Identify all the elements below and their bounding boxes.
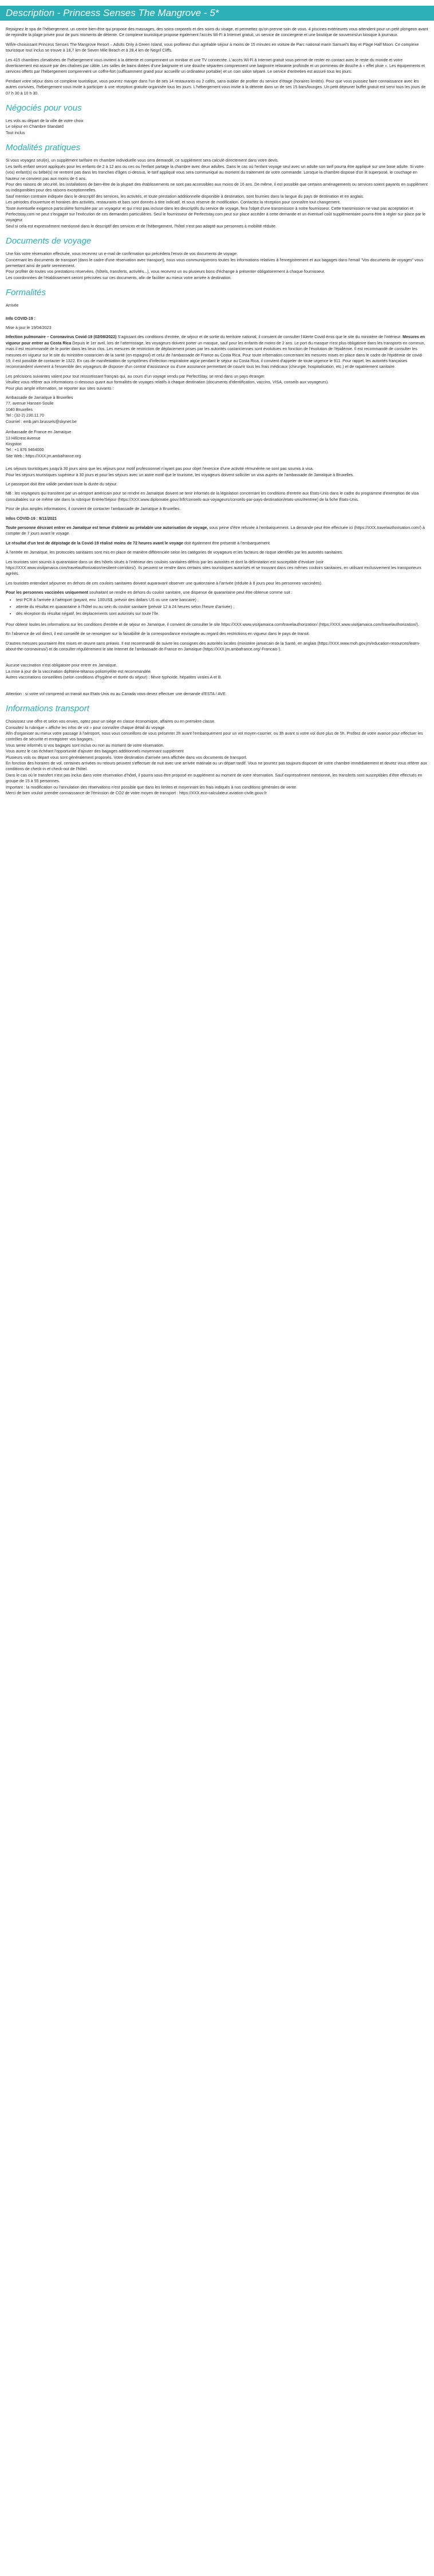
transport-list [6, 719, 428, 796]
precision-line: Veuillez vous référer aux informations ci-dessous quant aux formalités de voyages relatifs à chaque destination (documents d'identification, vaccins, VISA, conseils aux voyageurs). [6, 380, 329, 385]
test-result-paragraph [6, 540, 428, 546]
negocie-line: Le séjour en Chambre Standard [6, 124, 64, 130]
documents-line: Les coordonnées de l'établissement seront précisées sur ces documents, afin de faciliter au mieux votre arrivée à destination. [6, 275, 232, 280]
transport-line: Afin d'organiser au mieux votre passage à l'aéroport, nous vous conseillons de vous présenter 2h avant l'embarquement pour un vol moyen-courrier, ou 3h avant si votre vol dure plus de 5h. Profitez de votre avance pour effectuer les contrôles de sécurité et enregistrer vos bagages. [6, 731, 423, 742]
modalites-list [6, 158, 428, 229]
vaccinated-bold: Pour les personnes vaccinées uniquement [6, 590, 88, 595]
infection-paragraph [6, 334, 428, 370]
embassy-line: Ambassade de Jamaïque à Bruxelles [6, 395, 73, 401]
precisions-block [6, 374, 428, 391]
precision-line: Pour plus ample information, se reporter aux sites suivants : [6, 386, 114, 391]
infection-title: Infection pulmonaire – Coronavirus Covid-19 (02/08/2022) [6, 335, 117, 340]
transport-line: Vous aurez le cas échéant l'opportunité d'ajouter des bagages additionnels moyennant supplément [6, 749, 184, 754]
section-heading-documents: Documents de voyage [6, 236, 92, 246]
description-paragraph: Rejoignez le spa de l'hébergement, un centre bien-être qui propose des massages, des soins corporels et des soins du visage, et permettez qu'on prenne soin de vous. 4 piscines extérieures vous attendent pour un petit plongeon avant de rejoindre la plage privée pour de purs moments de détente. Ce complexe touristique propose également l'accès Wi-Fi à Internet gratuit, un service de conciergerie et une boutique de souvenirs/un kiosque à journaux. [6, 27, 428, 38]
vaccinated-paragraph [6, 590, 428, 595]
documents-line: Concernant les documents de transport (dans le cadre d'une réservation avec transport), nous vous communiquerons toutes les informations relatives à l'enregistrement et aux bagages dans l'email "Vos documents de voyages" vous permettant ainsi de partir sereinement. [6, 257, 424, 268]
transport-line: En fonction des horaires de vol, certaines arrivées ou retours peuvent s'effectuer de nuit avec une arrivée matinale ou un départ tardif. Vous ne pourrez pas toujours disposer de votre chambre immédiatement et devrez vous référer aux conditions de check-in et check-out de l'hôtel. [6, 760, 427, 772]
modalites-line: Si vous voyagez seul(e), un supplément tarifaire en chambre individuelle vous sera demandé, ce supplément sera calculé directement dans votre devis. [6, 158, 279, 163]
description-paragraph: Les 415 chambres climatisées de l'hébergement vous invitent à la détente et comprennent un minibar et une TV connectée. L'accès Wi-Fi à Internet gratuit vous permet de rester en contact avec le reste du monde et votre divertissement est assuré par des chaînes par câble. Les salles de bains dotées d'une baignoire et une douche séparées comprennent une baignoire relaxante profonde et un pommeau de douche à « effet pluie ». Les équipements et services offerts par l'hébergement comprennent un coffre-fort (suffisamment grand pour accueillir un ordinateur portable) et un coin salon séparé. Le service d'entretien est assuré tous les jours. [6, 57, 425, 75]
transport-line: Vous serez informés si vos bagages sont inclus ou non au moment de votre réservation. [6, 743, 164, 748]
test-result-bold: Le résultat d'un test de dépistage de la Covid-19 réalisé moins de 72 heures avant le voyage [6, 540, 183, 546]
formalites-body [6, 303, 428, 697]
embassy-belgium [6, 395, 428, 425]
page-title: Description - Princess Senses The Mangrove - 5* [0, 6, 434, 21]
list-item: • dès réception du résultat négatif, les déplacements sont autorisés sur toute l'île. [16, 611, 428, 617]
transport-line: Choisissez une offre et selon vos envies, optez pour un siège en classe économique, affaires ou en première classe. [6, 719, 216, 724]
infection-subtitle: Mesures en vigueur pour entrer au Costa Rica [6, 335, 425, 346]
arrivee-label: Arrivée [6, 303, 19, 308]
embassy-line: Tel : +1 876 9464000 [6, 448, 44, 453]
update-date: Mise à jour le 19/04/2023 [6, 326, 52, 330]
transport-line: Consultez la rubrique « affiche les infos de vol » pour connaître chaque détail du voyage. [6, 725, 166, 730]
description-paragraph: Wifi/e-choisissant Princess Senses The Mangrove Resort – Adults Only à Green Island, vous profiterez d'un agréable séjour à moins de 15 minutes en voiture de Parc national marin Samuel's Bay et Plage Half Moon. Ce complexe touristique tout inclus se trouve à 18,7 km de Seven Mile Beach et à 28,4 km de Negril Cliffs. [6, 42, 419, 53]
transport-line: Dans le cas où le transfert n'est pas inclus dans votre réservation d'hôtel, il pourra vous être proposé en supplément au moment de votre réservation. Sauf expressément mentionné, les transferts sont susceptibles d'être effectués en groupe de 15 à 55 personnes. [6, 773, 423, 784]
covid-info-label: Info COVID-19 : [6, 316, 36, 321]
embassy-line: 1040 Bruxelles [6, 407, 33, 412]
tourists-paragraph: Les touristes sont soumis à quarantaine dans un des hôtels situés à l'intérieur des couloirs sanitaires définis par les autorités et dont la délimitation est susceptible d'évoluer (voir https://XXX.www.visitjamaica.com/travelauthorization/resilient-corridors/). Ils peuvent se rendre dans certains sites touristiques autorisés et se trouvant dans ces mêmes couloirs sanitaires, en utilisant exclusivement les transporteurs agréés. [6, 559, 421, 577]
embassy-line: Kingston [6, 441, 22, 446]
modalites-line: Les tarifs enfant seront appliqués pour les enfants de 2 à 12 ans ou ces ou l'enfant partage la chambre avec deux adultes. Dans le cas où l'enfant voyage seul avec un adulte son tarif pourra être appliqué sur une base adulte. Si votre (vos) enfant(s) ou bébé(s) ne rentrent pas dans les tranches d'âges ci-dessus, le tarif appliqué vous sera communiqué au moment du traitement de votre commande. Lorsque la chambre dispose d'un lit superposé, le couchage en hauteur ne convient pas aux moins de 6 ans. [6, 164, 424, 181]
embassy-website[interactable]: Site Web : https://XXX.jm.ambafrance.org [6, 453, 81, 458]
modalites-line: Sauf mention contraire indiquée dans le descriptif des services, les activités, et toute prestation additionnelle disponible à destination, sont fournies dans la langue du pays de destination et en anglais. [6, 194, 364, 199]
content [0, 26, 434, 796]
modalites-line: Toute éventuelle exigence particulière formulée par un voyageur et qui n'est pas incluse dans les descriptifs du service de voyage, fera l'objet d'une transmission à notre fournisseur. Cette transmission ne vaut pas acceptation et Perfectstay.com ne peut s'engager sur l'exécution de ces demandes particulières. Seul le fournisseur de Perfectstay.com peut sur place accéder à cette demande et un éventuel coût supplémentaire pourra être à régler sur place par le voyageur. [6, 206, 426, 223]
documents-list [6, 251, 428, 281]
transit-note: NB : les voyageurs qui transitent par un aéroport américain pour se rendre en Jamaïque doivent se tenir informés de la législation concernant les conditions d'entrée aux Etats-Unis dans le cadre du programme d'exemption de visa consultables sur ce même site dans la rubrique Entrée/Séjour (https://XXX.www.diplomatie.gouv.fr/fr/conseils-aux-voyageurs/conseils-par-pays-destination/etats-unis/#entree) de la fiche États-Unis. [6, 491, 419, 502]
infection-text-2: Depuis le 1er avril, lors de l'atterrissage, les voyageurs doivent porter un masque, sauf pour les enfants de moins de 2 ans. Le port du masque n'est plus obligatoire dans les transports en commun, mais il est recommandé de le porter dans les lieux clos. Les mesures de restriction de déplacement prises par les autorités costariciennes sont évolutives en fonction de l'évolution de l'épidémie. Il est recommandé de consulter les mesures en vigueur sur le site du ministère costaricien de la santé (en espagnol) et celui de l'ambassade de France au Costa Rica. Pour toute information concernant les mesures mises en place dans le cadre de l'épidémie de covid-19, il est possible de contacter le 1322. En cas de manifestation de symptômes d'infection respiratoire aigüe pendant le séjour au Costa Rica, il convient d'appeler de toute urgence le 911. Pour rappel, les autorités françaises recommandent vivement à l'ensemble des voyageurs de disposer d'un contrat d'assistance ou d'une assurance permettant de couvrir tous les frais médicaux (chirurgie, hospitalisation, etc.) et de rapatriement sanitaire. [6, 340, 425, 370]
embassy-jamaica [6, 429, 428, 459]
documents-line: Pour profiter de toutes vos prestations réservées, (hôtels, transferts, activités...), vous recevrez un ou plusieurs bons d'échange à présenter obligatoirement à chaque fournisseur. [6, 269, 325, 275]
vaccine-line: Aucune vaccination n'est obligatoire pour entrer en Jamaïque. [6, 663, 117, 668]
embassy-line: Tel : (32-2) 230.11.70 [6, 413, 44, 418]
section-heading-modalites: Modalités pratiques [6, 143, 81, 153]
infection-text: S'agissant des conditions d'entrée, de séjour et de sortie du territoire national, il convient de consulter l'Alerte Covid émis que le site du ministère de l'intérieur. [116, 335, 403, 340]
embassy-line: Ambassade de France en Jamaïque [6, 430, 72, 435]
vaccine-line: La mise à jour de la vaccination diphtérie-tétanos-poliomyélite est recommandée. [6, 669, 152, 674]
info-link-paragraph: Pour obtenir toutes les informations sur les conditions d'entrée et de séjour en Jamaïque, il convient de consulter le site https://XXX.www.visitjamaica.com/travelauthorization/ (https://XXX.www.visitjamaica.com/travelauthorization/). [6, 622, 419, 627]
negocie-line: Tout inclus [6, 130, 25, 135]
test-result-text: doit également être présenté à l'embarquement. [183, 540, 271, 546]
entry-protocol-paragraph: À l'entrée en Jamaïque, les protocoles sanitaires sont mis en place de manière différenciée selon les catégories de voyageurs et les facteurs de risque identifiés par les autorités sanitaires. [6, 550, 344, 555]
esta-warning: Attention : si votre vol comprend un transit aux Etats-Unis ou au Canada vous devez effectuer une demande d'ESTA / AVE. [6, 691, 227, 696]
travel-auth-text: sous peine d'être refusée à l'embarquement. La demande peut être effectuée ici (https://XXX.travelauthorisation.com/) à compter de 7 jours avant le voyage. [6, 525, 425, 536]
modalites-line: Pour des raisons de sécurité, les installations de bien-être de la plupart des établissements ne sont pas accessibles aux moins de 16 ans. De même, il est possible que certains aménagements ou services soient payants en supplément ou indisponibles pour des raisons exceptionnelles. [6, 182, 428, 193]
description-section [6, 26, 428, 96]
embassy-email[interactable]: Courriel : emb.jam.brussels@skynet.be [6, 419, 77, 424]
list-item: • test PCR à l'arrivée à l'aéroport (payant, env. 100US$, prévoir des dollars US ou une carte bancaire) ; [16, 597, 428, 603]
stay-paragraph: Pour les séjours touristiques supérieur à 30 jours et pour les séjours avec un autre motif que le tourisme, les voyageurs doivent solliciter un visa auprès de l'ambassade de Jamaïque à Bruxelles. [6, 472, 354, 477]
negocie-list [6, 118, 428, 136]
travel-auth-bold: Toute personne désirant entrer en Jamaïque est tenue d'obtenir au préalable une autorisation de voyage, [6, 525, 208, 530]
embassy-line: 13 Hillcrest Avenue [6, 436, 41, 441]
description-paragraph: Pendant votre séjour dans ce complexe touristique, vous pourrez manger dans l'un de ses 14 restaurants ou 2 cafés, sans oublier de profiter du service d'étage (horaires limités). Pour que vous puissiez faire connaissance avec les autres convives, l'hébergement vous invite à participer à une réception gratuite organisée tous les jours. L'hébergement vous invite à la détente dans un de ses 15 bars/lounges. Un petit déjeuner buffet gratuit est servi tous les jours de 07 h 30 à 10 h 30. [6, 79, 426, 96]
transit-warning: En l'absence de vol direct, il est conseillé de se renseigner sur la faisabilité de la correspondance envisagée au regard des restrictions en vigueur dans le pays de transit. [6, 632, 310, 637]
precision-line: Les précisions suivantes valent pour tout ressortissant français qui, au cours d'un voyage vendu par PerfectStay, se rend dans un pays étranger. [6, 374, 266, 379]
more-info-note: Pour de plus amples informations, il convient de contacter l'ambassade de Jamaïque à Bruxelles. [6, 507, 181, 512]
section-heading-negocie: Négociés pour vous [6, 103, 82, 113]
co2-link[interactable]: Merci de bien vouloir prendre connaissance de l'émission de CO2 de votre moyen de transport : https://XXX.eco-calculateur.aviation-civile.gouv.fr [6, 790, 267, 795]
passport-note: Le passeport doit être valide pendant toute la durée du séjour. [6, 481, 117, 487]
section-heading-formalites: Formalités [6, 288, 46, 298]
negocie-line: Les vols au départ de la ville de votre choix [6, 119, 84, 124]
documents-line: Une fois votre réservation effectuée, vous recevrez un e-mail de confirmation qui précédera l'envoi de vos documents de voyage. [6, 252, 238, 257]
travel-auth-paragraph [6, 525, 428, 537]
stay-paragraph: Les séjours touristiques jusqu'à 30 jours ainsi que les séjours pour motif professionnel n'ayant pas pour objet l'exercice d'une activité rémunérée ne sont pas soumis à visa. [6, 466, 314, 472]
vaccinated-text: souhaitant se rendre en dehors du couloir sanitaire, une dispense de quarantaine peut être obtenue comme suit : [88, 590, 293, 595]
tourists-paragraph-2: Les touristes entendant séjourner en dehors de ces couloirs sanitaires doivent auparavant observer une quatorzaine à l'arrivée (réduite à 8 jours pour les personnes vaccinées). [6, 581, 323, 586]
embassy-line: 77, avenue Hansen-Soulie [6, 401, 54, 406]
list-item: • attente du résultat en quarantaine à l'hôtel ou au sein du couloir sanitaire (prévoir 12 à 24 heures selon l'heure d'arrivée) ; [16, 604, 428, 610]
section-heading-transport: Informations transport [6, 704, 89, 714]
covid-info-label-2: Infos COVID-19 : 8/11/2021 [6, 516, 57, 521]
transport-line: Plusieurs vols ou départ vous sont généralement proposés. Votre destination d'arrivée sera affichée dans vos documents de transport. [6, 755, 247, 760]
modalites-line: Seul si cela est expressément mentionné dans le descriptif des services et de l'hébergement, l'hôtel n'est pas adapté aux personnes à mobilité réduite. [6, 224, 277, 229]
modalites-line: Les périodes d'ouverture et horaires des activités, restaurants et bars sont donnés à titre indicatif, et sous réserve de modification. Contactez la réception pour connaître tout changement. [6, 200, 341, 205]
quarantine-steps-list [6, 597, 428, 617]
vaccine-line: Autres vaccinations conseillées (selon conditions d'hygiène et durée du séjour) : fièvre typhoïde, hépatites virales A et B. [6, 675, 222, 680]
transport-line: Important : la modification ou l'annulation des réservations n'est possible que dans les limites et moyennant les frais indiqués à nos conditions générales de vente. [6, 785, 298, 790]
other-measures: D'autres mesures pourraient être mises en œuvre sans préavis. Il est recommandé de suivre les consignes des autorités locales (ministère jamaïcain de la Santé, en anglais (https://XXX.www.moh.gov.jm/education-resources/learn-about-the-coronavirus/) et de consulter régulièrement le site Internet de l'ambassade de France en Jamaïque (https://XXX.jm.ambafrance.org/-Francais-). [6, 641, 420, 652]
